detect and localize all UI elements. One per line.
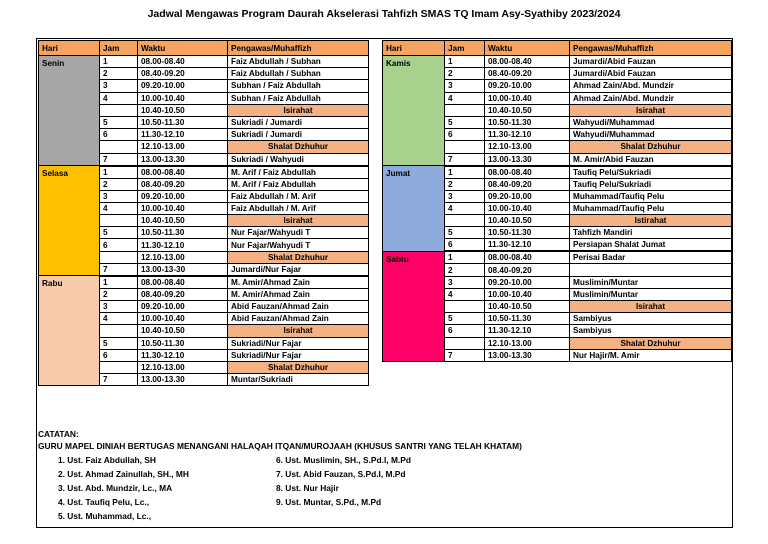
- waktu-cell: 10.40-10.50: [485, 215, 570, 227]
- waktu-cell: 10.40-10.50: [138, 104, 228, 116]
- waktu-cell: 12.10-13.00: [138, 361, 228, 373]
- jam-cell: 1: [100, 276, 138, 289]
- teacher-item: 9. Ust. Muntar, S.Pd., M.Pd: [276, 497, 382, 507]
- jam-cell: 2: [445, 68, 485, 80]
- waktu-cell: 13.00-13.30: [485, 349, 570, 361]
- jam-cell: 2: [445, 264, 485, 276]
- jam-cell: 7: [100, 153, 138, 166]
- teacher-item: 6. Ust. Muslimin, SH., S.Pd.I, M.Pd: [276, 455, 411, 465]
- table-header-row: [383, 41, 732, 56]
- waktu-cell: 09.20-10.00: [485, 80, 570, 92]
- header-hari: Hari: [383, 41, 445, 56]
- pengawas-cell: M. Arif / Faiz Abdullah: [228, 178, 369, 190]
- waktu-cell: 11.30-12.10: [138, 349, 228, 361]
- waktu-cell: 10.50-11.30: [138, 337, 228, 349]
- jam-cell: 3: [100, 301, 138, 313]
- pengawas-cell: M. Amir/Ahmad Zain: [228, 288, 369, 300]
- jam-cell: [445, 301, 485, 313]
- waktu-cell: 08.00-08.40: [138, 56, 228, 68]
- pengawas-cell: Muslimin/Muntar: [570, 276, 732, 288]
- break-cell: Isirahat: [570, 104, 732, 116]
- notes-heading: CATATAN:: [38, 429, 79, 439]
- waktu-cell: 10.40-10.50: [138, 215, 228, 227]
- jam-cell: [100, 361, 138, 373]
- day-cell: Sabtu: [383, 251, 445, 361]
- teacher-item: 5. Ust. Muhammad, Lc.,: [58, 511, 152, 521]
- jam-cell: [445, 104, 485, 116]
- jam-cell: 4: [445, 288, 485, 300]
- pengawas-cell: M. Amir/Ahmad Zain: [228, 276, 369, 289]
- pengawas-cell: Taufiq Pelu/Sukriadi: [570, 166, 732, 179]
- pengawas-cell: Ahmad Zain/Abd. Mundzir: [570, 80, 732, 92]
- waktu-cell: 13.00-13.30: [138, 153, 228, 166]
- waktu-cell: 08.40-09.20: [138, 288, 228, 300]
- pengawas-cell: [570, 264, 732, 276]
- waktu-cell: 10.50-11.30: [485, 116, 570, 128]
- pengawas-cell: Abid Fauzan/Ahmad Zain: [228, 313, 369, 325]
- teacher-item: 2. Ust. Ahmad Zainullah, SH., MH: [58, 469, 189, 479]
- jam-cell: 5: [445, 116, 485, 128]
- jam-cell: 5: [100, 116, 138, 128]
- jam-cell: [445, 337, 485, 349]
- break-cell: Isirahat: [228, 215, 369, 227]
- pengawas-cell: Jumardi/Abid Fauzan: [570, 68, 732, 80]
- waktu-cell: 10.50-11.30: [138, 116, 228, 128]
- pengawas-cell: Ahmad Zain/Abd. Mundzir: [570, 92, 732, 104]
- schedule-row: [39, 166, 369, 179]
- pengawas-cell: Wahyudi/Muhammad: [570, 129, 732, 141]
- jam-cell: 4: [445, 202, 485, 214]
- waktu-cell: 10.00-10.40: [485, 92, 570, 104]
- waktu-cell: 12.10-13.00: [485, 337, 570, 349]
- pengawas-cell: Sukriadi/Nur Fajar: [228, 337, 369, 349]
- break-cell: Isirahat: [228, 325, 369, 337]
- pengawas-cell: Faiz Abdullah / M. Arif: [228, 190, 369, 202]
- jam-cell: 2: [100, 178, 138, 190]
- jam-cell: 1: [445, 166, 485, 179]
- pengawas-cell: Sukriadi/Nur Fajar: [228, 349, 369, 361]
- jam-cell: 6: [445, 239, 485, 252]
- waktu-cell: 10.50-11.30: [485, 227, 570, 239]
- pengawas-cell: Faiz Abdullah / M. Arif: [228, 202, 369, 214]
- waktu-cell: 13.00-13.30: [138, 374, 228, 386]
- waktu-cell: 13.00-13-30: [138, 263, 228, 276]
- break-cell: Shalat Dzhuhur: [570, 337, 732, 349]
- day-cell: Selasa: [39, 166, 100, 276]
- jam-cell: 3: [445, 276, 485, 288]
- waktu-cell: 10.50-11.30: [138, 227, 228, 239]
- waktu-cell: 11.30-12.10: [138, 129, 228, 141]
- jam-cell: 7: [445, 349, 485, 361]
- waktu-cell: 09.20-10.00: [138, 301, 228, 313]
- jam-cell: [100, 215, 138, 227]
- jam-cell: 6: [445, 325, 485, 337]
- pengawas-cell: Persiapan Shalat Jumat: [570, 239, 732, 252]
- header-pengawas: Pengawas/Muhaffizh: [570, 41, 732, 56]
- jam-cell: [100, 325, 138, 337]
- pengawas-cell: Sukriadi / Wahyudi: [228, 153, 369, 166]
- header-waktu: Waktu: [485, 41, 570, 56]
- break-cell: Shalat Dzhuhur: [228, 251, 369, 263]
- jam-cell: 3: [445, 80, 485, 92]
- jam-cell: 3: [100, 190, 138, 202]
- waktu-cell: 12.10-13.00: [485, 141, 570, 153]
- pengawas-cell: Tahfizh Mandiri: [570, 227, 732, 239]
- waktu-cell: 10.40-10.50: [138, 325, 228, 337]
- jam-cell: 3: [100, 80, 138, 92]
- jam-cell: 1: [100, 166, 138, 179]
- pengawas-cell: Faiz Abdullah / Subhan: [228, 68, 369, 80]
- waktu-cell: 08.40-09.20: [485, 264, 570, 276]
- waktu-cell: 10.00-10.40: [138, 202, 228, 214]
- waktu-cell: 10.50-11.30: [485, 313, 570, 325]
- waktu-cell: 08.00-08.40: [138, 166, 228, 179]
- break-cell: Shalat Dzhuhur: [228, 141, 369, 153]
- pengawas-cell: Nur Fajar/Wahyudi T: [228, 239, 369, 251]
- waktu-cell: 13.00-13.30: [485, 153, 570, 166]
- schedule-row: [383, 251, 732, 264]
- waktu-cell: 08.40-09.20: [138, 178, 228, 190]
- header-jam: Jam: [445, 41, 485, 56]
- jam-cell: 1: [445, 56, 485, 68]
- pengawas-cell: Subhan / Faiz Abdullah: [228, 92, 369, 104]
- notes-description: GURU MAPEL DINIAH BERTUGAS MENANGANI HALAQAH ITQAN/MUROJAAH (KHUSUS SANTRI YANG TELAH KHATAM): [38, 441, 522, 451]
- pengawas-cell: M. Arif / Faiz Abdullah: [228, 166, 369, 179]
- pengawas-cell: Subhan / Faiz Abdullah: [228, 80, 369, 92]
- jam-cell: 5: [445, 227, 485, 239]
- day-cell: Jumat: [383, 166, 445, 252]
- header-waktu: Waktu: [138, 41, 228, 56]
- pengawas-cell: Jumardi/Nur Fajar: [228, 263, 369, 276]
- waktu-cell: 09.20-10.00: [485, 276, 570, 288]
- pengawas-cell: Sambiyus: [570, 313, 732, 325]
- jam-cell: 4: [445, 92, 485, 104]
- jam-cell: [445, 141, 485, 153]
- pengawas-cell: Muhammad/Taufiq Pelu: [570, 202, 732, 214]
- pengawas-cell: Muhammad/Taufiq Pelu: [570, 190, 732, 202]
- jam-cell: 7: [100, 263, 138, 276]
- teacher-item: 4. Ust. Taufiq Pelu, Lc.,: [58, 497, 150, 507]
- waktu-cell: 09.20-10.00: [138, 190, 228, 202]
- header-pengawas: Pengawas/Muhaffizh: [228, 41, 369, 56]
- waktu-cell: 08.00-08.40: [485, 56, 570, 68]
- header-jam: Jam: [100, 41, 138, 56]
- pengawas-cell: Sukriadi / Jumardi: [228, 129, 369, 141]
- waktu-cell: 10.40-10.50: [485, 104, 570, 116]
- pengawas-cell: Sambiyus: [570, 325, 732, 337]
- waktu-cell: 08.00-08.40: [138, 276, 228, 289]
- waktu-cell: 09.20-10.00: [485, 190, 570, 202]
- pengawas-cell: Taufiq Pelu/Sukriadi: [570, 178, 732, 190]
- waktu-cell: 08.40-09.20: [485, 178, 570, 190]
- pengawas-cell: Abid Fauzan/Ahmad Zain: [228, 301, 369, 313]
- jam-cell: 5: [100, 227, 138, 239]
- schedule-row: [383, 56, 732, 68]
- header-hari: Hari: [39, 41, 100, 56]
- jam-cell: 6: [445, 129, 485, 141]
- jam-cell: 7: [445, 153, 485, 166]
- jam-cell: [100, 251, 138, 263]
- schedule-table-right: [382, 40, 732, 362]
- pengawas-cell: Sukriadi / Jumardi: [228, 116, 369, 128]
- day-cell: Senin: [39, 56, 100, 166]
- day-cell: Rabu: [39, 276, 100, 386]
- waktu-cell: 10.00-10.40: [485, 288, 570, 300]
- jam-cell: 1: [100, 56, 138, 68]
- jam-cell: [100, 104, 138, 116]
- pengawas-cell: Wahyudi/Muhammad: [570, 116, 732, 128]
- jam-cell: 6: [100, 239, 138, 251]
- jam-cell: 4: [100, 313, 138, 325]
- jam-cell: 6: [100, 349, 138, 361]
- waktu-cell: 12.10-13.00: [138, 251, 228, 263]
- waktu-cell: 10.40-10.50: [485, 301, 570, 313]
- jam-cell: 5: [100, 337, 138, 349]
- waktu-cell: 12.10-13.00: [138, 141, 228, 153]
- jam-cell: 2: [445, 178, 485, 190]
- schedule-row: [39, 276, 369, 289]
- teacher-item: 8. Ust. Nur Hajir: [276, 483, 339, 493]
- pengawas-cell: Nur Hajir/M. Amir: [570, 349, 732, 361]
- day-cell: Kamis: [383, 56, 445, 166]
- waktu-cell: 08.00-08.40: [485, 251, 570, 264]
- pengawas-cell: Faiz Abdullah / Subhan: [228, 56, 369, 68]
- jam-cell: 1: [445, 251, 485, 264]
- pengawas-cell: Jumardi/Abid Fauzan: [570, 56, 732, 68]
- break-cell: Shalat Dzhuhur: [228, 361, 369, 373]
- pengawas-cell: Muntar/Sukriadi: [228, 374, 369, 386]
- jam-cell: 7: [100, 374, 138, 386]
- waktu-cell: 08.40-09.20: [485, 68, 570, 80]
- jam-cell: 3: [445, 190, 485, 202]
- jam-cell: 2: [100, 68, 138, 80]
- pengawas-cell: Muslimin/Muntar: [570, 288, 732, 300]
- waktu-cell: 08.00-08.40: [485, 166, 570, 179]
- waktu-cell: 10.00-10.40: [138, 92, 228, 104]
- notes-section: [38, 428, 728, 521]
- jam-cell: 6: [100, 129, 138, 141]
- waktu-cell: 08.40-09.20: [138, 68, 228, 80]
- teacher-item: 1. Ust. Faiz Abdullah, SH: [58, 455, 156, 465]
- break-cell: Isirahat: [570, 301, 732, 313]
- teacher-item: 3. Ust. Abd. Mundzir, Lc., MA: [58, 483, 173, 493]
- break-cell: Istirahat: [570, 215, 732, 227]
- waktu-cell: 11.30-12.10: [138, 239, 228, 251]
- schedule-row: [39, 56, 369, 68]
- teacher-item: 7. Ust. Abid Fauzan, S.Pd.I, M.Pd: [276, 469, 406, 479]
- pengawas-cell: Perisai Badar: [570, 251, 732, 264]
- waktu-cell: 10.00-10.40: [485, 202, 570, 214]
- waktu-cell: 11.30-12.10: [485, 129, 570, 141]
- waktu-cell: 11.30-12.10: [485, 239, 570, 252]
- break-cell: Shalat Dzhuhur: [570, 141, 732, 153]
- break-cell: Isirahat: [228, 104, 369, 116]
- schedule-table-left: [38, 40, 369, 386]
- table-header-row: [39, 41, 369, 56]
- document-title: Jadwal Mengawas Program Daurah Akselerasi Tahfizh SMAS TQ Imam Asy-Syathiby 2023/2024: [147, 8, 621, 20]
- jam-cell: 2: [100, 288, 138, 300]
- jam-cell: 4: [100, 202, 138, 214]
- waktu-cell: 11.30-12.10: [485, 325, 570, 337]
- pengawas-cell: Nur Fajar/Wahyudi T: [228, 227, 369, 239]
- jam-cell: [100, 141, 138, 153]
- waktu-cell: 10.00-10.40: [138, 313, 228, 325]
- jam-cell: [445, 215, 485, 227]
- pengawas-cell: M. Amir/Abid Fauzan: [570, 153, 732, 166]
- schedule-row: [383, 166, 732, 179]
- waktu-cell: 09.20-10.00: [138, 80, 228, 92]
- jam-cell: 5: [445, 313, 485, 325]
- jam-cell: 4: [100, 92, 138, 104]
